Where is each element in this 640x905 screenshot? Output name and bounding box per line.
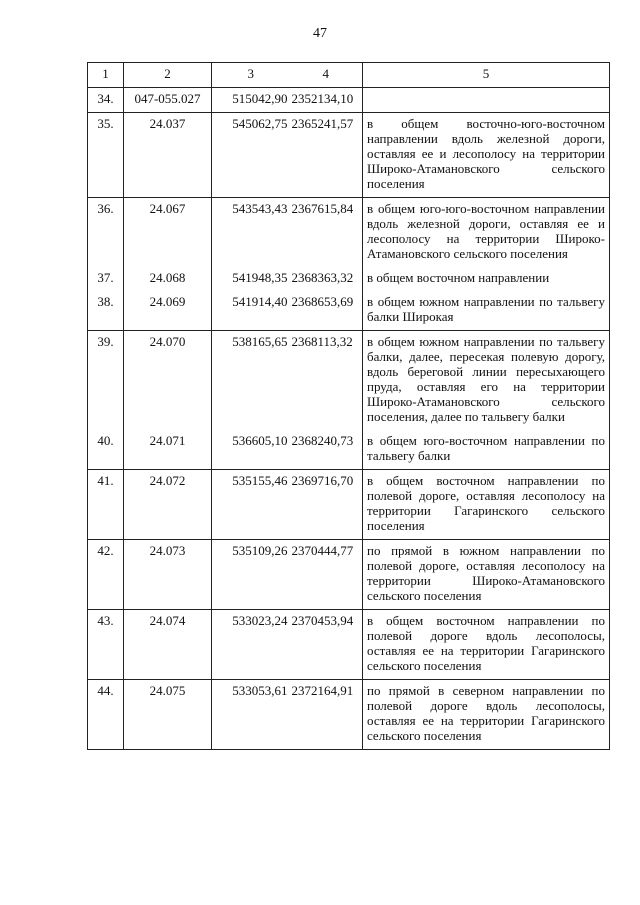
coordinate-x: 541948,35 [212, 267, 290, 291]
boundary-description: по прямой в северном направлении по полевой дороге вдоль лесополосы, оставляя ее на территории Гагаринского сельского поселения [363, 680, 610, 750]
coordinate-x: 536605,10 [212, 430, 290, 470]
point-id: 24.068 [124, 267, 212, 291]
table-row [88, 470, 610, 540]
row-number: 44. [88, 680, 124, 750]
column-header-2: 2 [124, 63, 212, 88]
boundary-description: в общем восточно-юго-восточном направлении вдоль железной дороги, оставляя ее и лесополосу на территории Широко-Атамановского сельского поселения [363, 113, 610, 198]
table-row [88, 198, 610, 268]
table-row [88, 291, 610, 331]
boundary-description [363, 88, 610, 113]
coordinate-y: 2368240,73 [290, 430, 363, 470]
coordinate-x: 533053,61 [212, 680, 290, 750]
coordinate-y: 2370453,94 [290, 610, 363, 680]
boundary-description: в общем восточном направлении по полевой дороге вдоль лесополосы, оставляя ее на территории Гагаринского сельского поселения [363, 610, 610, 680]
boundary-description: в общем восточном направлении [363, 267, 610, 291]
boundary-description: в общем юго-юго-восточном направлении вдоль железной дороги, оставляя ее и лесополосу на территории Широко-Атамановского сельского поселения [363, 198, 610, 268]
point-id: 24.072 [124, 470, 212, 540]
point-id: 24.070 [124, 331, 212, 431]
column-header-5: 5 [363, 63, 610, 88]
boundary-description: по прямой в южном направлении по полевой дороге, оставляя лесополосу на территории Широко-Атамановского сельского поселения [363, 540, 610, 610]
row-number: 37. [88, 267, 124, 291]
coordinate-y: 2368363,32 [290, 267, 363, 291]
table-header-row [88, 63, 610, 88]
table-row [88, 267, 610, 291]
coordinate-y: 2368653,69 [290, 291, 363, 331]
table-row [88, 88, 610, 113]
coordinate-x: 541914,40 [212, 291, 290, 331]
coordinate-y: 2368113,32 [290, 331, 363, 431]
point-id: 24.067 [124, 198, 212, 268]
coordinate-y: 2369716,70 [290, 470, 363, 540]
table-row [88, 680, 610, 750]
point-id: 24.075 [124, 680, 212, 750]
row-number: 35. [88, 113, 124, 198]
table-row [88, 430, 610, 470]
coordinate-x: 533023,24 [212, 610, 290, 680]
boundary-description: в общем восточном направлении по полевой дороге, оставляя лесополосу на территории Гагаринского сельского поселения [363, 470, 610, 540]
coordinate-y: 2372164,91 [290, 680, 363, 750]
coordinate-x: 545062,75 [212, 113, 290, 198]
point-id: 24.069 [124, 291, 212, 331]
coordinate-x: 515042,90 [212, 88, 290, 113]
point-id: 047-055.027 [124, 88, 212, 113]
point-id: 24.073 [124, 540, 212, 610]
table-row [88, 331, 610, 431]
column-header-1: 1 [88, 63, 124, 88]
row-number: 43. [88, 610, 124, 680]
boundary-description: в общем южном направлении по тальвегу балки, далее, пересекая полевую дорогу, вдоль береговой линии пересыхающего пруда, оставляя его на территории Широко-Атамановского сельского поселения, далее по тальвегу балки [363, 331, 610, 431]
point-id: 24.074 [124, 610, 212, 680]
row-number: 34. [88, 88, 124, 113]
boundary-description: в общем юго-восточном направлении по тальвегу балки [363, 430, 610, 470]
coordinate-y: 2367615,84 [290, 198, 363, 268]
column-header-4: 4 [290, 63, 363, 88]
coordinate-x: 538165,65 [212, 331, 290, 431]
row-number: 41. [88, 470, 124, 540]
point-id: 24.037 [124, 113, 212, 198]
coordinate-y: 2370444,77 [290, 540, 363, 610]
row-number: 38. [88, 291, 124, 331]
coordinate-x: 543543,43 [212, 198, 290, 268]
table-row [88, 113, 610, 198]
boundary-coordinates-table [87, 62, 610, 750]
column-header-3: 3 [212, 63, 290, 88]
row-number: 42. [88, 540, 124, 610]
row-number: 36. [88, 198, 124, 268]
coordinate-x: 535155,46 [212, 470, 290, 540]
coordinate-x: 535109,26 [212, 540, 290, 610]
coordinate-y: 2365241,57 [290, 113, 363, 198]
table-row [88, 610, 610, 680]
boundary-description: в общем южном направлении по тальвегу балки Широкая [363, 291, 610, 331]
table-row [88, 540, 610, 610]
point-id: 24.071 [124, 430, 212, 470]
page-number: 47 [313, 26, 327, 41]
coordinate-y: 2352134,10 [290, 88, 363, 113]
row-number: 39. [88, 331, 124, 431]
row-number: 40. [88, 430, 124, 470]
